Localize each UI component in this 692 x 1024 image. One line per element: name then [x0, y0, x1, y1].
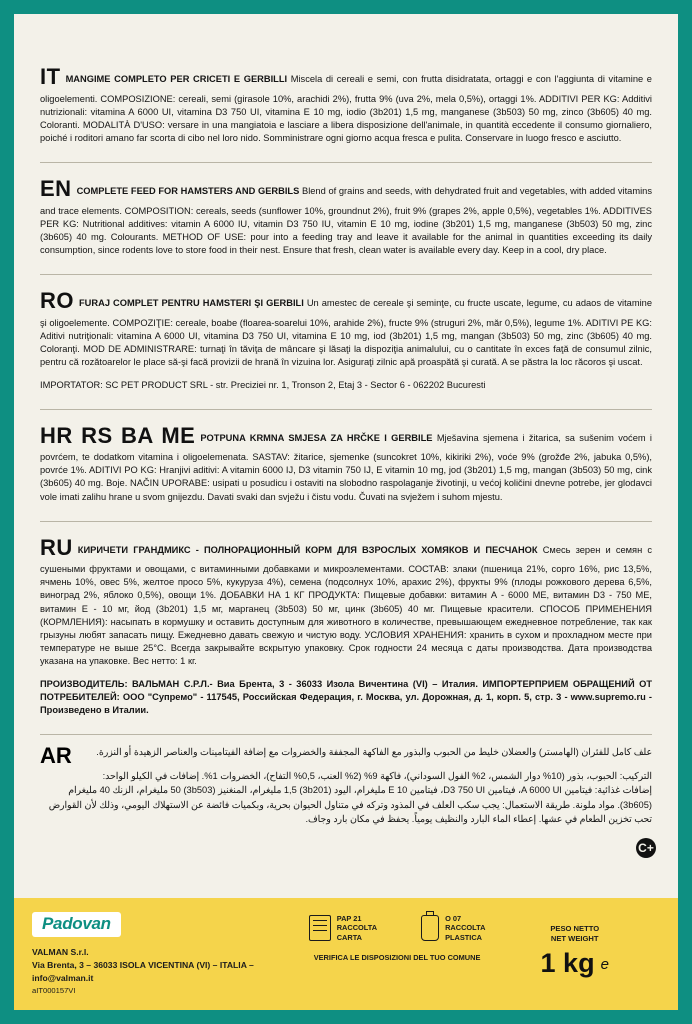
- language-block-ro: [40, 285, 652, 391]
- footer-company-block: [14, 898, 309, 1010]
- divider-5: [40, 734, 652, 735]
- language-code-hr: HR RS BA ME: [40, 422, 196, 448]
- recycling-line1-plastic: RACCOLTA: [445, 923, 486, 933]
- recycling-line2-paper: CARTA: [336, 932, 363, 942]
- ce-mark-icon: C+: [636, 838, 656, 858]
- language-title-it: MANGIME COMPLETO PER CRICETI E GERBILLI: [65, 74, 288, 85]
- label-footer: [14, 898, 678, 1010]
- language-title-en: COMPLETE FEED FOR HAMSTERS AND GERBILS: [76, 186, 300, 197]
- language-code-it: IT: [40, 64, 61, 90]
- net-weight-value: [485, 948, 664, 979]
- language-code-ru: RU: [40, 534, 73, 560]
- lot-code: aIT000157VI: [32, 985, 76, 995]
- language-title-ru: КИРИЧЕТИ ГРАНДМИКС - ПОЛНОРАЦИОННЫЙ КОРМ ДЛЯ ВЗРОСЛЫХ ХОМЯКОВ И ПЕСЧАНОК: [77, 544, 538, 555]
- recycling-code-paper: PAP 21: [336, 914, 362, 923]
- divider-1: [40, 162, 652, 163]
- language-code-en: EN: [40, 176, 72, 202]
- manufacturer-note-ru-text: ПРОИЗВОДИТЕЛЬ: ВАЛЬМАН С.Р.Л.- Виа Брента, 3 - 36033 Изола Вичентина (VI) – Италия. ИМПОРТЕРПРИЕМ ОБРАЩЕНИЙ ОТ ПОТРЕБИТЕЛЕЙ: ООО "Супремо" - 117545, Российская Федерация, г. Москва, ул. Дорожная, д. 1, корп. 5, стр. 3 - www.supremo.ru - Произведено в Италии.: [40, 678, 652, 716]
- paper-icon: [309, 915, 331, 941]
- net-weight-label-it: PESO NETTO: [550, 924, 600, 933]
- net-weight-label-en: NET WEIGHT: [550, 933, 599, 943]
- language-block-en: [40, 173, 652, 257]
- language-text-ro: [40, 285, 652, 369]
- brand-logo: Padovan: [32, 912, 121, 937]
- language-text-ru: [40, 532, 652, 669]
- label-inner: [14, 14, 678, 1010]
- recycling-verify-note: VERIFICA LE DISPOSIZIONI DEL TUO COMUNE: [313, 952, 481, 962]
- language-code-ar: AR: [40, 743, 72, 769]
- border-right: [678, 0, 692, 1024]
- importer-note-ro: IMPORTATOR: SC PET PRODUCT SRL - str. Preciziei nr. 1, Tronson 2, Etaj 3 - Sector 6 - 062202 Bucuresti: [40, 379, 486, 390]
- e-mark-icon: e: [600, 955, 609, 973]
- company-address: [32, 946, 309, 996]
- language-block-it: [40, 61, 652, 145]
- border-bottom: [0, 1010, 692, 1024]
- language-block-ru: [40, 532, 652, 718]
- language-title-ar: علف كامل للفئران (الهامستر) والعضلان خليط من الحبوب والبذور مع الفاكهة المجففة والخضروات مع إضافة الفيتامينات والعناصر الزهيدة أو النزرة.: [96, 747, 652, 758]
- language-body-hr: Mješavina sjemena i žitarica, sa sušenim voćem i povrćem, te dodatkom vitamina i oligoelemenata. SASTAV: žitarice, sjemenke (suncokret 10%, kikiriki 2%), voće 9% (grožđe 2%, jabuka 0,5%), povrće 1%. ADITIVI PO KG: Hranjivi aditivi: A vitamin 6000 IJ, D3 vitamin 750 IJ, E vitamin 10 mg, jod (3b201) 1,5 mg, mangan (3b503) 50 mg, cink (3b605) 40 mg. Boje. NAČIN UPORABE: usipati u posudicu i ostaviti na slobodno raspolaganje životinji, u većoj količini dnevne potrebe, jer glodavci vole imati zalihu hrane u svom gnijezdu. Davati svaki dan svježu i čistu vodu. Čuvati na svježem i suhom mjestu.: [40, 432, 652, 502]
- divider-3: [40, 409, 652, 410]
- language-body-ar: التركيب: الحبوب، بذور (10% دوار الشمس، 2% الفول السوداني)، فاكهة 9% (2% العنب، 0,5% التفاح)، الخضروات 1%. إضافات في الكيلو الواحد: إضافات غذائية: فيتامين A 6000 UI، فيتامين D3 750 UI، فيتامين E 10 مليغرام، اليود (3b201) 1,5 مليغرام، المنغنيز (3b503) 50 مليغرام، الزنك 40 مليغرام (3b605). مواد ملونة. طريقة الاستعمال: يجب سكب العلف في المذود وتركه في متناول الحيوان بحرية، وبكميات فائضة عن الاستهلاك اليومي، وذلك لأن القوارض تحب تخزين الطعام في عشها. إعطاء الماء البارد والنظيف يومياً. يحفظ في مكان بارد وجاف.: [48, 771, 652, 825]
- bottle-icon: [421, 915, 439, 941]
- language-title-ro: FURAJ COMPLET PENTRU HAMSTERI ŞI GERBILI: [79, 298, 304, 309]
- language-body-ro: Un amestec de cereale şi seminţe, cu fructe uscate, legume, cu adaos de vitamine şi oligoelemente. COMPOZIŢIE: cereale, boabe (floarea-soarelui 10%, arahide 2%), fructe 9% (struguri 2%, măr 0,5%), legume 1%. ADITIVI PE KG: Aditivi nutriţionali: vitamina A 6000 UI, vitamina D3 750 UI, vitamina E 10 mg, iod (3b201) 1,5 mg, mangan (3b503) 50 mg, zinc (3b605) 40 mg. Coloranţi. MOD DE ADMINISTRARE: turnaţi în tăviţa de mâncare şi lăsaţi la dispoziţia animalului, cu o cantitate în exces faţă de consumul zilnic, pentru că rozătoarelor le place să-şi facă provizii de hrană în vizuina lor. Asiguraţi zilnic apă proaspătă şi curată. A se păstra la loc răcoros şi uscat.: [40, 298, 652, 368]
- language-title-hr: POTPUNA KRMNA SMJESA ZA HRČKE I GERBILE: [200, 432, 433, 443]
- recycling-label-paper: [337, 914, 377, 942]
- footer-recycling-block: [309, 898, 486, 1010]
- border-left: [0, 0, 14, 1024]
- language-text-en: [40, 173, 652, 257]
- net-weight-number: 1 kg: [540, 947, 595, 978]
- recycling-label-plastic: [445, 914, 485, 942]
- language-body-en: Blend of grains and seeds, with dehydrated fruit and vegetables, with added vitamins and trace elements. COMPOSITION: cereals, seeds (sunflower 10%, groundnut 2%), fruit 9% (grapes 2%, apple 0,5%), vegetables 1%. ADDITIVES PER KG: Nutritional additives: vitamin A 6000 IU, vitamin D3 750 IU, vitamin E 10 mg, iodine (3b201) 1,5 mg, manganese (3b503) 50 mg, zinc (3b605) 40 mg. Colourants. METHOD OF USE: pour into a feeding tray and leave it available for the animal in quantities exceeding its daily consumption, since rodents love to store food in their nest. Ensure that fresh, clean water is available every day. Keep in a cool, dry place.: [40, 186, 652, 256]
- recycling-line2-plastic: PLASTICA: [445, 932, 483, 942]
- language-body-it: Miscela di cereali e semi, con frutta disidratata, ortaggi e con l'aggiunta di vitamine e oligoelementi. COMPOSIZIONE: cereali, semi (girasole 10%, arachidi 2%), frutta 9% (uva 2%, mela 0,5%), ortaggi 1%. ADDITIVI PER KG: Additivi nutrizionali: vitamina A 6000 UI, vitamina D3 750 UI, vitamina E 10 mg, iodio (3b201) 1,5 mg, manganese (3b503) 50 mg, zinco (3b605) 40 mg. Coloranti. MODALITÀ D'USO: versare in una mangiatoia e lasciare a libera disposizione dell'animale, in quantità eccedente il consumo giornaliero, poiché i roditori amano far scorta di cibo nel loro nido. Somministrare ogni giorno acqua fresca e pulita. Conservare in luogo fresco e asciutto.: [40, 74, 652, 144]
- language-block-ar: [40, 745, 652, 826]
- divider-4: [40, 521, 652, 522]
- recycling-code-plastic: O 07: [445, 914, 462, 923]
- label-content: [14, 14, 678, 827]
- recycling-item-plastic: [421, 914, 485, 942]
- border-top: [0, 0, 692, 14]
- recycling-item-paper: [309, 914, 377, 942]
- divider-2: [40, 274, 652, 275]
- manufacturer-note-ru: [40, 678, 652, 718]
- company-name: VALMAN S.r.l.: [32, 947, 89, 957]
- language-text-hr: [40, 420, 652, 504]
- company-address-line: Via Brenta, 3 – 36033 ISOLA VICENTINA (VI) – ITALIA – info@valman.it: [32, 959, 254, 983]
- recycling-line1-paper: RACCOLTA: [336, 923, 378, 933]
- language-body-ru: Смесь зерен и семян с сушеными фруктами и овощами, с витаминными добавками и микроэлементами. СОСТАВ: злаки (пшеница 21%, сорго 16%, рис 13,5%, ячмень 10%, овес 5%, желтое просо 5%, кукуруза 4%), семена (подсолнух 10%, арахис 2%), фрукты 9% (плоды рожкового дерева 6,5%, виноград 2%, яблоко 0,5%), овощи 1%. ДОБАВКИ НА 1 КГ ПРОДУКТА: Пищевые добавки: витамин А - 6000 МЕ, витамин D3 - 750 МЕ, витамин Е - 10 мг, йод (3b201) 1,5 мг, марганец (3b503) 50 мг, цинк (3b605) 40 мг. Пищевые красители. СПОСОБ ПРИМЕНЕНИЯ (КОРМЛЕНИЯ): насыпать в кормушку и оставить доступным для животного в количестве, превышающем ежедневное потребление, так как грызуны любят запасать пищу. Ежедневно давать свежую и чистую воду. УСЛОВИЯ ХРАНЕНИЯ: хранить в сухом и прохладном месте при температуре не выше 25°C. Всегда закрывайте вскрытую упаковку. Срок годности 24 месяца с даты производства. Дата производства указана на упаковке. Вес нетто: 1 кг.: [40, 544, 652, 667]
- language-block-hr: [40, 420, 652, 504]
- footer-weight-block: [485, 898, 678, 1010]
- language-code-ro: RO: [40, 288, 74, 314]
- language-text-it: [40, 61, 652, 145]
- recycling-icons: [309, 914, 486, 942]
